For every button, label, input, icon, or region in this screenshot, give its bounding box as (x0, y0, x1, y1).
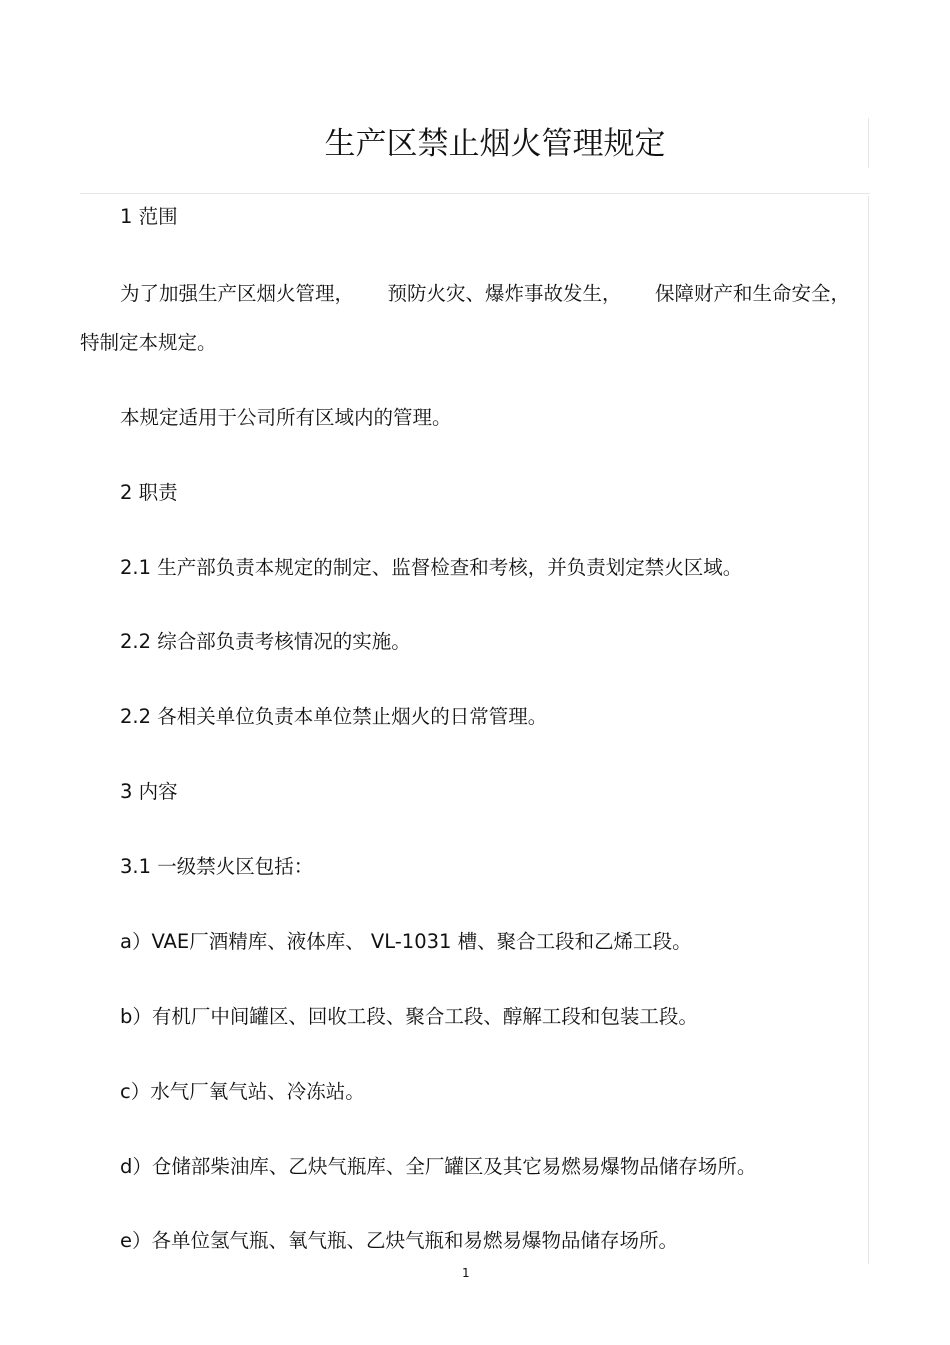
section-heading-scope: 1 范围 (120, 205, 178, 228)
right-margin-line (868, 196, 869, 1264)
list-item: b）有机厂中间罐区、回收工段、聚合工段、醇解工段和包装工段。 (120, 1005, 698, 1028)
page-number: 1 (462, 1266, 470, 1280)
intro-segment: 预防火灾、爆炸事故发生， (387, 282, 622, 305)
list-item: e）各单位氢气瓶、氧气瓶、乙炔气瓶和易燃易爆物品储存场所。 (120, 1229, 678, 1252)
intro-segment: 为了加强生产区烟火管理， (120, 282, 355, 305)
intro-paragraph-line1 (120, 282, 850, 306)
page-title: 生产区禁止烟火管理规定 (324, 126, 666, 162)
header-divider (80, 193, 870, 194)
intro-paragraph-line2: 特制定本规定。 (80, 331, 217, 354)
duty-item: 2.1 生产部负责本规定的制定、监督检查和考核，并负责划定禁火区域。 (120, 556, 743, 579)
applicability-paragraph: 本规定适用于公司所有区域内的管理。 (120, 406, 452, 429)
intro-segment: 保障财产和生命安全， (654, 282, 850, 305)
section-heading-duties: 2 职责 (120, 481, 178, 504)
content-clause: 3.1 一级禁火区包括： (120, 855, 314, 878)
duty-item: 2.2 各相关单位负责本单位禁止烟火的日常管理。 (120, 705, 548, 728)
list-item: d）仓储部柴油库、乙炔气瓶库、全厂罐区及其它易燃易爆物品储存场所。 (120, 1155, 757, 1178)
duty-item: 2.2 综合部负责考核情况的实施。 (120, 630, 411, 653)
list-item: c）水气厂氧气站、冷冻站。 (120, 1080, 365, 1103)
list-item: a）VAE厂酒精库、液体库、 VL-1031 槽、聚合工段和乙烯工段。 (120, 930, 692, 953)
section-heading-content: 3 内容 (120, 780, 178, 803)
